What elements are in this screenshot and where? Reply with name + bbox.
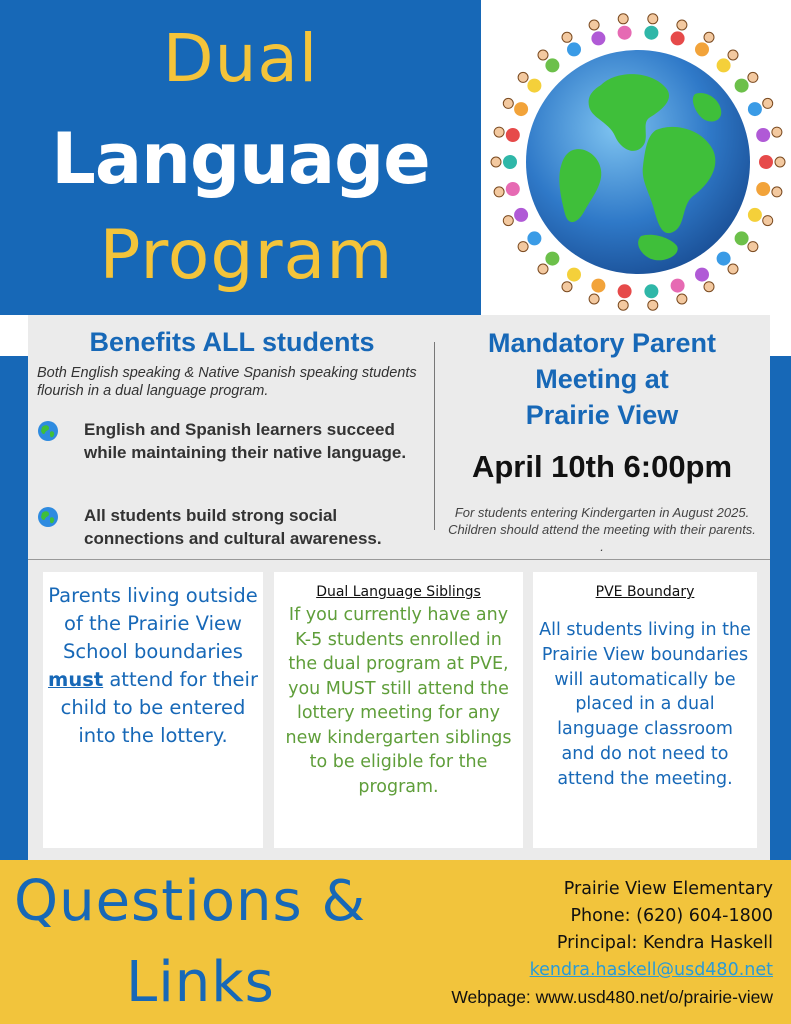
meeting-note: For students entering Kindergarten in August 2025. Children should attend the meeting with their parents. . (448, 505, 756, 554)
child-figure (506, 182, 520, 196)
meeting-heading (440, 325, 764, 433)
child-head (491, 157, 501, 167)
phone-number: Phone: (620) 604-1800 (570, 906, 773, 926)
child-head (763, 216, 773, 226)
child-figure (671, 31, 685, 45)
boundary-text: All students living in the Prairie View boundaries will automatically be placed in a dual language classroom and do not need to attend the meeting. (539, 620, 751, 789)
child-figure (514, 102, 528, 116)
child-head (538, 50, 548, 60)
header-banner (0, 0, 481, 315)
child-figure (618, 284, 632, 298)
child-figure (756, 128, 770, 142)
title-dual: Dual (162, 20, 319, 97)
benefit-item: English and Spanish learners succeed while maintaining their native language. (84, 420, 407, 462)
child-figure (545, 58, 559, 72)
globe-icon (37, 506, 59, 528)
child-head (562, 32, 572, 42)
child-figure (503, 155, 517, 169)
globe-children-icon (481, 0, 791, 315)
title-language: Language (51, 118, 430, 200)
child-head (562, 282, 572, 292)
child-head (648, 300, 658, 310)
child-figure (748, 102, 762, 116)
child-figure (644, 284, 658, 298)
child-figure (506, 128, 520, 142)
child-head (704, 32, 714, 42)
questions-heading: Questions & (14, 869, 367, 934)
child-head (728, 50, 738, 60)
child-head (748, 72, 758, 82)
child-head (518, 72, 528, 82)
child-head (704, 282, 714, 292)
child-figure (527, 79, 541, 93)
outside-text-before: Parents living outside of the Prairie View School boundaries (48, 584, 258, 663)
globe-illustration (481, 0, 791, 315)
outside-boundary-card (43, 572, 263, 848)
boundary-card (533, 572, 757, 848)
column-divider (434, 342, 435, 530)
child-figure (671, 279, 685, 293)
child-figure (591, 31, 605, 45)
child-figure (717, 58, 731, 72)
must-emphasis: must (48, 668, 104, 691)
meeting-heading-line: Prairie View (525, 400, 679, 430)
webpage-link[interactable]: Webpage: www.usd480.net/o/prairie-view (451, 987, 773, 1007)
globe-icon (37, 420, 59, 442)
child-head (677, 294, 687, 304)
benefits-subtitle: Both English speaking & Native Spanish speaking students flourish in a dual language program. (37, 365, 417, 399)
benefits-heading: Benefits ALL students (89, 327, 375, 357)
child-head (589, 294, 599, 304)
child-head (648, 14, 658, 24)
outside-text-after: attend for their child to be entered into the lottery. (60, 668, 258, 747)
child-head (775, 157, 785, 167)
child-head (763, 98, 773, 108)
child-figure (717, 252, 731, 266)
child-figure (591, 279, 605, 293)
child-figure (644, 26, 658, 40)
child-figure (695, 268, 709, 282)
outside-boundary-text (47, 582, 259, 750)
child-head (677, 20, 687, 30)
child-head (772, 187, 782, 197)
child-head (538, 264, 548, 274)
links-heading: Links (126, 950, 275, 1015)
meeting-heading-line: Mandatory Parent (487, 328, 717, 358)
school-name: Prairie View Elementary (563, 879, 773, 899)
child-figure (735, 79, 749, 93)
principal-name: Principal: Kendra Haskell (556, 933, 773, 953)
child-figure (567, 268, 581, 282)
benefit-item: All students build strong social connections and cultural awareness. (84, 506, 382, 548)
child-figure (735, 231, 749, 245)
section-divider (28, 559, 770, 560)
child-figure (759, 155, 773, 169)
siblings-card (274, 572, 523, 848)
meeting-date: April 10th 6:00pm (471, 449, 733, 484)
child-figure (567, 42, 581, 56)
child-head (618, 14, 628, 24)
boundary-heading: PVE Boundary (595, 584, 695, 600)
child-figure (514, 208, 528, 222)
child-head (618, 300, 628, 310)
email-link[interactable]: kendra.haskell@usd480.net (529, 960, 773, 980)
child-head (494, 127, 504, 137)
child-figure (695, 42, 709, 56)
child-head (772, 127, 782, 137)
child-figure (545, 252, 559, 266)
child-head (503, 98, 513, 108)
child-figure (618, 26, 632, 40)
child-head (503, 216, 513, 226)
child-head (728, 264, 738, 274)
child-head (518, 242, 528, 252)
siblings-heading: Dual Language Siblings (316, 584, 481, 600)
child-figure (748, 208, 762, 222)
meeting-heading-line: Meeting at (535, 364, 669, 394)
child-figure (527, 231, 541, 245)
title-program: Program (99, 216, 394, 295)
siblings-text: If you currently have any K-5 students enrolled in the dual program at PVE, you MUST still attend the lottery meeting for any new kindergarten siblings to be eligible for the program. (285, 605, 512, 797)
child-head (494, 187, 504, 197)
child-head (748, 242, 758, 252)
child-figure (756, 182, 770, 196)
child-head (589, 20, 599, 30)
